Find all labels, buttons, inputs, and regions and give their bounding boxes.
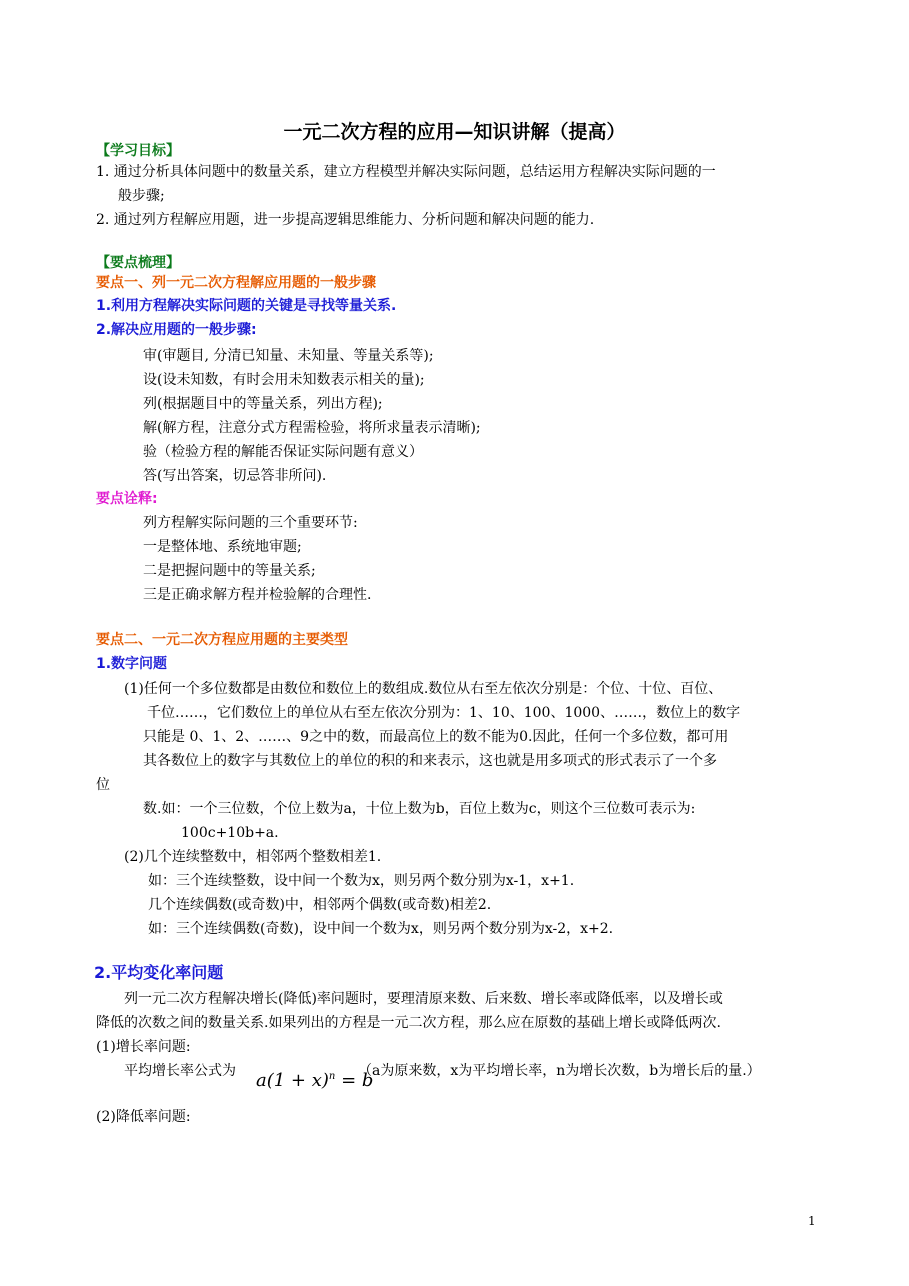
- number-problem-line: (2)几个连续整数中，相邻两个整数相差1.: [124, 849, 382, 865]
- number-problem-line: (1)任何一个多位数都是由数位和数位上的数组成.数位从右至左依次分别是：个位、十位、百位、: [124, 681, 723, 697]
- goal-item-2: 2. 通过列方程解应用题，进一步提高逻辑思维能力、分析问题和解决问题的能力.: [96, 212, 595, 228]
- step-item: 答(写出答案，切忌答非所问).: [143, 468, 327, 484]
- number-problem-line: 几个连续偶数(或奇数)中，相邻两个偶数(或奇数)相差2.: [148, 897, 492, 913]
- goal-item-1-cont: 般步骤;: [118, 188, 165, 204]
- number-problem-line: 如：三个连续偶数(奇数)，设中间一个数为x，则另两个数分别为x-2，x+2.: [148, 921, 614, 937]
- number-problem-line: 数.如：一个三位数，个位上数为a，十位上数为b，百位上数为c，则这个三位数可表示为:: [143, 801, 696, 817]
- page-title: 一元二次方程的应用—知识讲解（提高）: [283, 121, 626, 143]
- note-item: 三是正确求解方程并检验解的合理性.: [143, 587, 372, 603]
- growth-formula: $a(1 + x)^n = b$: [256, 1070, 374, 1091]
- point1-sub2: 2.解决应用题的一般步骤:: [96, 322, 257, 338]
- number-problem-line: 其各数位上的数字与其数位上的单位的积的和来表示，这也就是用多项式的形式表示了一个多: [143, 753, 717, 769]
- number-problem-line: 100c+10b+a.: [181, 825, 279, 841]
- point2-sub2: 2.平均变化率问题: [94, 963, 224, 982]
- note-item: 二是把握问题中的等量关系;: [143, 563, 316, 579]
- note-heading: 要点诠释:: [96, 491, 158, 507]
- page-number: 1: [808, 1214, 816, 1228]
- point2-title: 要点二、一元二次方程应用题的主要类型: [96, 632, 348, 648]
- number-problem-line: 位: [96, 777, 110, 793]
- rate-paragraph-line: 降低的次数之间的数量关系.如果列出的方程是一元二次方程，那么应在原数的基础上增长或降低两次.: [96, 1015, 721, 1031]
- decline-heading: (2)降低率问题:: [96, 1109, 191, 1125]
- number-problem-line: 千位……，它们数位上的单位从右至左依次分别为：1、10、100、1000、……，数位上的数字: [147, 705, 741, 721]
- step-item: 审(审题目, 分清已知量、未知量、等量关系等);: [143, 348, 434, 364]
- growth-formula-prefix: 平均增长率公式为: [124, 1063, 236, 1079]
- step-item: 列(根据题目中的等量关系，列出方程);: [143, 396, 383, 412]
- point1-title: 要点一、列一元二次方程解应用题的一般步骤: [96, 275, 376, 291]
- step-item: 验（检验方程的解能否保证实际问题有意义）: [143, 444, 423, 460]
- step-item: 解(解方程，注意分式方程需检验，将所求量表示清晰);: [143, 420, 481, 436]
- goals-heading: 【学习目标】: [96, 143, 180, 159]
- point1-sub1: 1.利用方程解决实际问题的关键是寻找等量关系.: [96, 298, 397, 314]
- point2-sub1: 1.数字问题: [96, 656, 168, 672]
- goal-item-1: 1. 通过分析具体问题中的数量关系，建立方程模型并解决实际问题，总结运用方程解决实际问题的一: [96, 164, 716, 180]
- growth-formula-suffix: （a为原来数，x为平均增长率，n为增长次数，b为增长后的量.）: [358, 1063, 761, 1079]
- step-item: 设(设未知数，有时会用未知数表示相关的量);: [143, 372, 425, 388]
- number-problem-line: 如：三个连续整数，设中间一个数为x，则另两个数分别为x-1，x+1.: [148, 873, 575, 889]
- note-item: 列方程解实际问题的三个重要环节:: [143, 515, 358, 531]
- note-item: 一是整体地、系统地审题;: [143, 539, 302, 555]
- rate-paragraph-line: 列一元二次方程解决增长(降低)率问题时，要理清原来数、后来数、增长率或降低率，以及增长或: [124, 991, 723, 1007]
- number-problem-line: 只能是 0、1、2、……、9之中的数，而最高位上的数不能为0.因此，任何一个多位数，都可用: [143, 729, 729, 745]
- growth-heading: (1)增长率问题:: [96, 1039, 191, 1055]
- summary-heading: 【要点梳理】: [96, 255, 180, 271]
